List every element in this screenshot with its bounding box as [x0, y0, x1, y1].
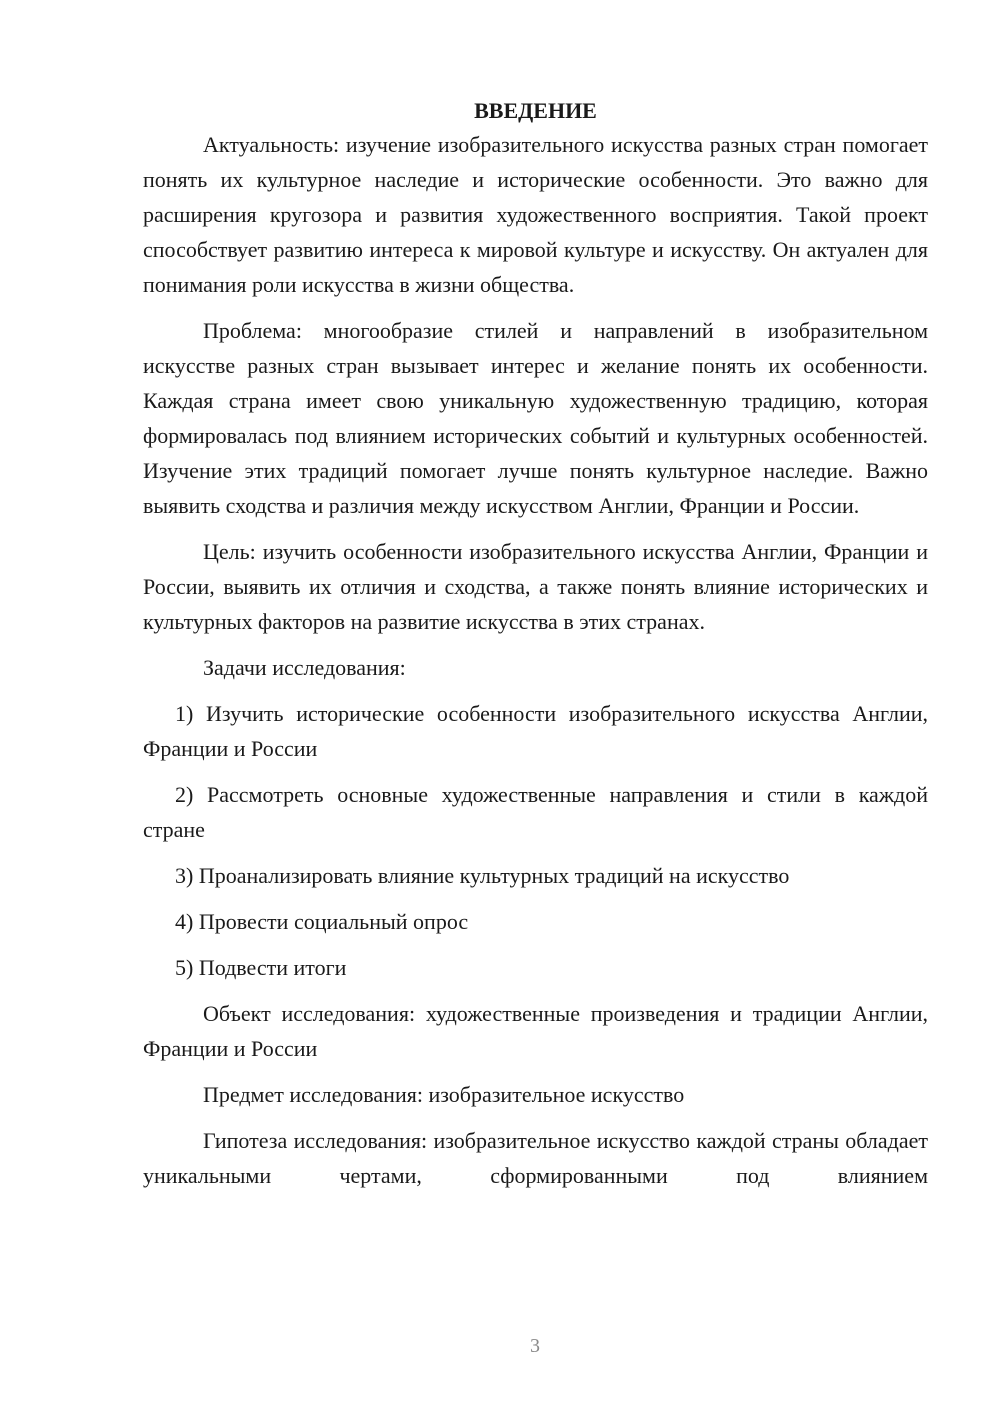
- paragraph-object: Объект исследования: художественные произведения и традиции Англии, Франции и России: [143, 1001, 928, 1061]
- page-number: 3: [530, 1335, 540, 1357]
- task-item-4: 4) Провести социальный опрос: [175, 909, 469, 934]
- paragraph-hypothesis: Гипотеза исследования: изобразительное искусство каждой страны обладает уникальными чертами, сформированными под влиянием: [143, 1128, 928, 1188]
- tasks-heading: Задачи исследования:: [203, 655, 406, 680]
- task-item-5: 5) Подвести итоги: [175, 955, 347, 980]
- paragraph-problem: Проблема: многообразие стилей и направлений в изобразительном искусстве разных стран вызывает интерес и желание понять их особенности. Каждая страна имеет свою уникальную художественную традицию, которая формировалась под влиянием исторических событий и культурных особенностей. Изучение этих традиций помогает лучше понять культурное наследие. Важно выявить сходства и различия между искусством Англии, Франции и России.: [143, 318, 928, 518]
- section-title: ВВЕДЕНИЕ: [474, 98, 597, 123]
- task-item-2: 2) Рассмотреть основные художественные направления и стили в каждой стране: [143, 782, 928, 842]
- paragraph-subject: Предмет исследования: изобразительное искусство: [203, 1082, 685, 1107]
- document-page: [143, 92, 928, 1193]
- paragraph-goal: Цель: изучить особенности изобразительного искусства Англии, Франции и России, выявить их отличия и сходства, а также понять влияние исторических и культурных факторов на развитие искусства в этих странах.: [143, 539, 928, 634]
- paragraph-relevance: Актуальность: изучение изобразительного искусства разных стран помогает понять их культурное наследие и исторические особенности. Это важно для расширения кругозора и развития художественного восприятия. Такой проект способствует развитию интереса к мировой культуре и искусству. Он актуален для понимания роли искусства в жизни общества.: [143, 132, 928, 297]
- task-item-3: 3) Проанализировать влияние культурных традиций на искусство: [175, 863, 790, 888]
- task-item-1: 1) Изучить исторические особенности изобразительного искусства Англии, Франции и России: [143, 701, 928, 761]
